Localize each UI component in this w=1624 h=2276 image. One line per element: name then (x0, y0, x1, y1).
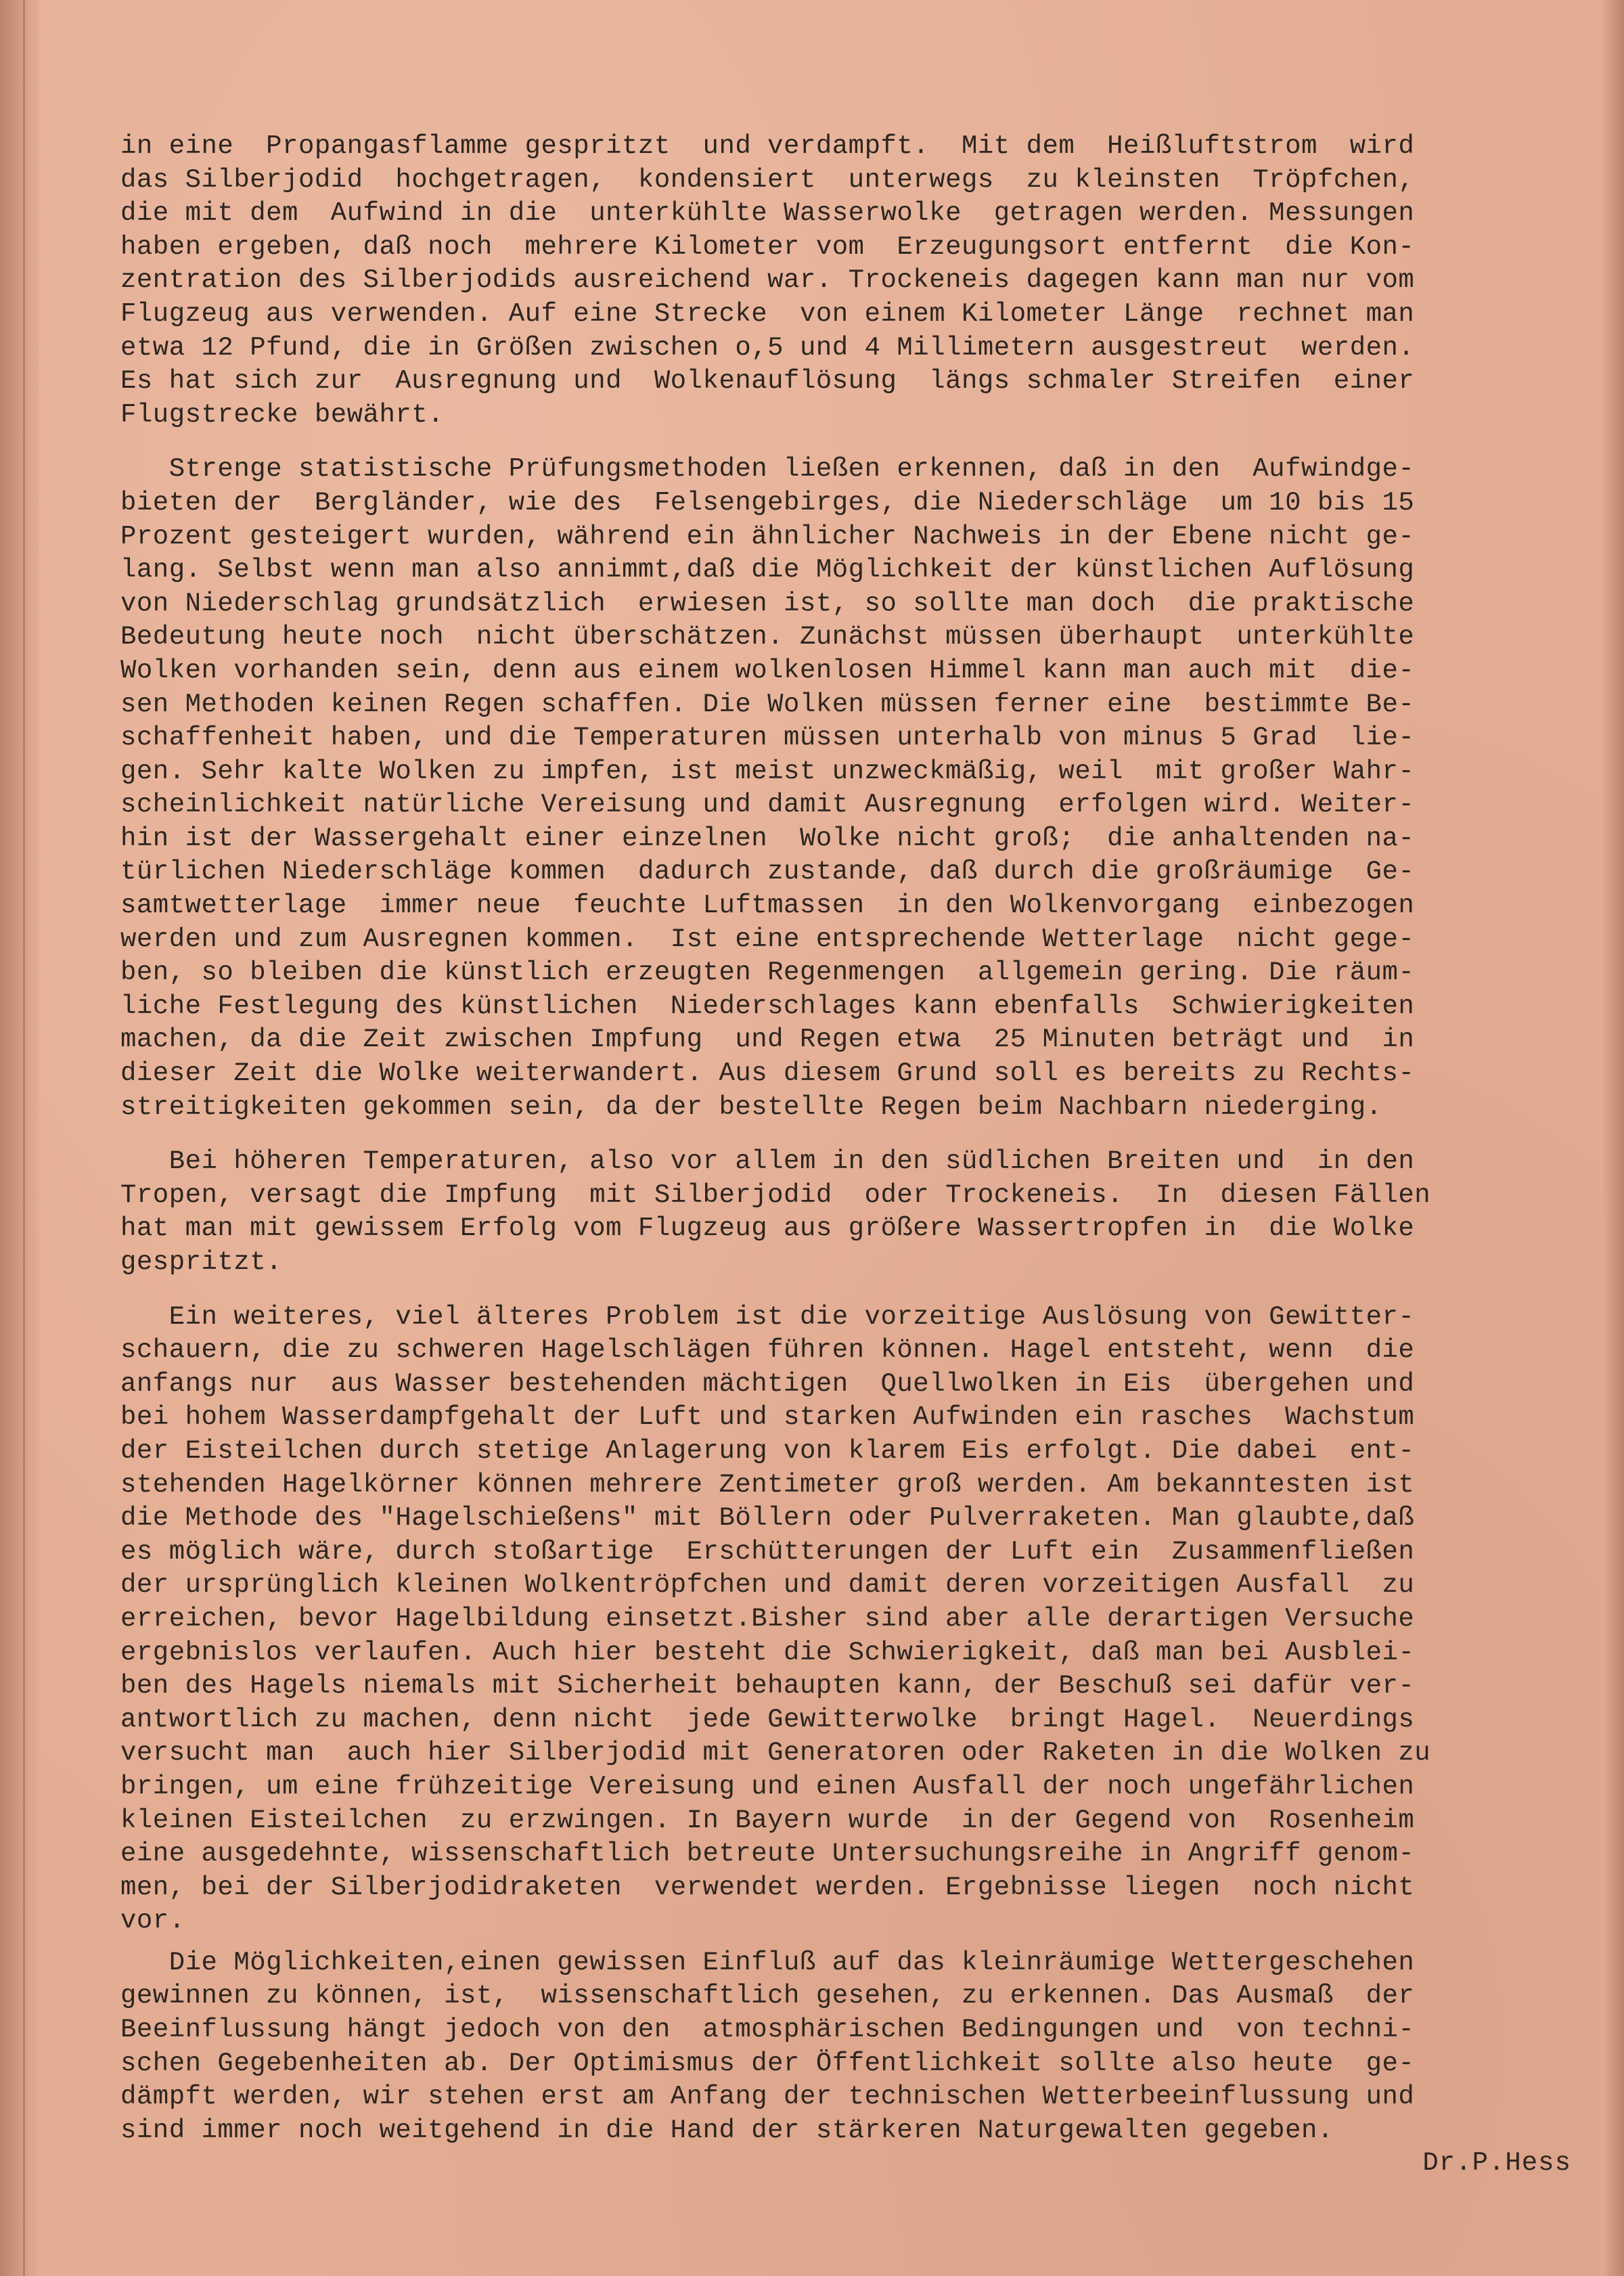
text-line: ben des Hagels niemals mit Sicherheit behaupten kann, der Beschuß sei dafür ver- (120, 1671, 1415, 1701)
page-left-edge (0, 0, 39, 2276)
text-line: sen Methoden keinen Regen schaffen. Die Wolken müssen ferner eine bestimmte Be- (120, 689, 1415, 719)
page-right-edge (1601, 0, 1624, 2276)
paragraph (120, 130, 1575, 432)
text-line: in eine Propangasflamme gespritzt und verdampft. Mit dem Heißluftstrom wird (120, 131, 1415, 161)
text-line: Es hat sich zur Ausregnung und Wolkenauflösung längs schmaler Streifen einer (120, 366, 1415, 397)
text-line: lang. Selbst wenn man also annimmt,daß die Möglichkeit der künstlichen Auflösung (120, 555, 1415, 585)
text-line: bringen, um eine frühzeitige Vereisung und einen Ausfall der noch ungefährlichen (120, 1771, 1415, 1802)
text-line: Tropen, versagt die Impfung mit Silberjodid oder Trockeneis. In diesen Fällen (120, 1180, 1431, 1210)
text-line: Bei höheren Temperaturen, also vor allem in den südlichen Breiten und in den (120, 1146, 1415, 1177)
text-line: dämpft werden, wir stehen erst am Anfang der technischen Wetterbeeinflussung und (120, 2082, 1415, 2112)
text-line: Bedeutung heute noch nicht überschätzen. Zunächst müssen überhaupt unterkühlte (120, 622, 1415, 652)
text-line: schen Gegebenheiten ab. Der Optimismus der Öffentlichkeit sollte also heute ge- (120, 2048, 1415, 2078)
text-line: ergebnislos verlaufen. Auch hier besteht die Schwierigkeit, daß man bei Ausblei- (120, 1637, 1415, 1668)
text-line: anfangs nur aus Wasser bestehenden mächtigen Quellwolken in Eis übergehen und (120, 1368, 1415, 1399)
text-line: stehenden Hagelkörner können mehrere Zentimeter groß werden. Am bekanntesten ist (120, 1469, 1415, 1500)
text-line: men, bei der Silberjodidraketen verwendet werden. Ergebnisse liegen noch nicht (120, 1872, 1415, 1902)
paragraph (120, 453, 1575, 1124)
text-line: scheinlichkeit natürliche Vereisung und damit Ausregnung erfolgen wird. Weiter- (120, 790, 1415, 820)
text-line: gen. Sehr kalte Wolken zu impfen, ist meist unzweckmäßig, weil mit großer Wahr- (120, 756, 1415, 786)
text-line: gespritzt. (120, 1247, 283, 1277)
text-line: sind immer noch weitgehend in die Hand der stärkeren Naturgewalten gegeben. (120, 2115, 1334, 2145)
text-line: eine ausgedehnte, wissenschaftlich betreute Untersuchungsreihe in Angriff genom- (120, 1839, 1415, 1869)
text-line: Die Möglichkeiten,einen gewissen Einfluß auf das kleinräumige Wettergeschehen (120, 1947, 1415, 1978)
text-line: Prozent gesteigert wurden, während ein ähnlicher Nachweis in der Ebene nicht ge- (120, 521, 1415, 552)
text-line: etwa 12 Pfund, die in Größen zwischen o,5 und 4 Millimetern ausgestreut werden. (120, 332, 1415, 363)
text-line: zentration des Silberjodids ausreichend war. Trockeneis dagegen kann man nur vom (120, 265, 1415, 296)
text-line: gewinnen zu können, ist, wissenschaftlich gesehen, zu erkennen. Das Ausmaß der (120, 1981, 1415, 2011)
paragraph (120, 1301, 1575, 1938)
text-line: ben, so bleiben die künstlich erzeugten Regenmengen allgemein gering. Die räum- (120, 958, 1415, 988)
text-line: bieten der Bergländer, wie des Felsengebirges, die Niederschläge um 10 bis 15 (120, 487, 1415, 518)
text-line: Wolken vorhanden sein, denn aus einem wolkenlosen Himmel kann man auch mit die- (120, 655, 1415, 686)
text-line: das Silberjodid hochgetragen, kondensiert unterwegs zu kleinsten Tröpfchen, (120, 164, 1415, 195)
text-line: die mit dem Aufwind in die unterkühlte Wasserwolke getragen werden. Messungen (120, 198, 1415, 229)
text-line: von Niederschlag grundsätzlich erwiesen ist, so sollte man doch die praktische (120, 588, 1415, 619)
binding-line (23, 0, 25, 2276)
text-line: die Methode des "Hagelschießens" mit Böllern oder Pulverraketen. Man glaubte,daß (120, 1503, 1415, 1534)
text-line: samtwetterlage immer neue feuchte Luftmassen in den Wolkenvorgang einbezogen (120, 891, 1415, 921)
text-line: machen, da die Zeit zwischen Impfung und Regen etwa 25 Minuten beträgt und in (120, 1025, 1415, 1055)
text-line: werden und zum Ausregnen kommen. Ist eine entsprechende Wetterlage nicht gege- (120, 924, 1415, 954)
text-line: schaffenheit haben, und die Temperaturen müssen unterhalb von minus 5 Grad lie- (120, 723, 1415, 753)
text-line: versucht man auch hier Silberjodid mit Generatoren oder Raketen in die Wolken zu (120, 1738, 1431, 1768)
typewritten-page-body (120, 130, 1575, 2168)
text-line: hin ist der Wassergehalt einer einzelnen Wolke nicht groß; die anhaltenden na- (120, 823, 1415, 853)
text-line: es möglich wäre, durch stoßartige Erschütterungen der Luft ein Zusammenfließen (120, 1536, 1415, 1567)
text-line: Beeinflussung hängt jedoch von den atmosphärischen Bedingungen und von techni- (120, 2015, 1415, 2045)
text-line: bei hohem Wasserdampfgehalt der Luft und starken Aufwinden ein rasches Wachstum (120, 1402, 1415, 1433)
text-line: Flugzeug aus verwenden. Auf eine Strecke von einem Kilometer Länge rechnet man (120, 298, 1415, 329)
text-line: hat man mit gewissem Erfolg vom Flugzeug aus größere Wassertropfen in die Wolke (120, 1213, 1415, 1244)
text-line: dieser Zeit die Wolke weiterwandert. Aus diesem Grund soll es bereits zu Rechts- (120, 1058, 1415, 1089)
text-line: Strenge statistische Prüfungsmethoden ließen erkennen, daß in den Aufwindge- (120, 454, 1415, 485)
text-line: Ein weiteres, viel älteres Problem ist die vorzeitige Auslösung von Gewitter- (120, 1301, 1415, 1332)
text-line: haben ergeben, daß noch mehrere Kilometer vom Erzeugungsort entfernt die Kon- (120, 231, 1415, 262)
text-line: streitigkeiten gekommen sein, da der bestellte Regen beim Nachbarn niederging. (120, 1092, 1382, 1122)
text-line: der Eisteilchen durch stetige Anlagerung von klarem Eis erfolgt. Die dabei ent- (120, 1435, 1415, 1466)
text-line: liche Festlegung des künstlichen Niederschlages kann ebenfalls Schwierigkeiten (120, 991, 1415, 1021)
text-line: türlichen Niederschläge kommen dadurch zustande, daß durch die großräumige Ge- (120, 857, 1415, 887)
text-line: antwortlich zu machen, denn nicht jede Gewitterwolke bringt Hagel. Neuerdings (120, 1704, 1415, 1735)
text-line: Flugstrecke bewährt. (120, 399, 445, 430)
author-signature: Dr.P.Hess (1422, 2148, 1571, 2178)
text-line: erreichen, bevor Hagelbildung einsetzt.Bisher sind aber alle derartigen Versuche (120, 1603, 1415, 1634)
text-line: schauern, die zu schweren Hagelschlägen führen können. Hagel entsteht, wenn die (120, 1335, 1415, 1366)
paragraph (120, 1145, 1575, 1279)
text-line: kleinen Eisteilchen zu erzwingen. In Bayern wurde in der Gegend von Rosenheim (120, 1805, 1415, 1835)
paragraph (120, 1946, 1575, 2148)
text-line: der ursprünglich kleinen Wolkentröpfchen und damit deren vorzeitigen Ausfall zu (120, 1570, 1415, 1601)
text-line: vor. (120, 1906, 185, 1936)
